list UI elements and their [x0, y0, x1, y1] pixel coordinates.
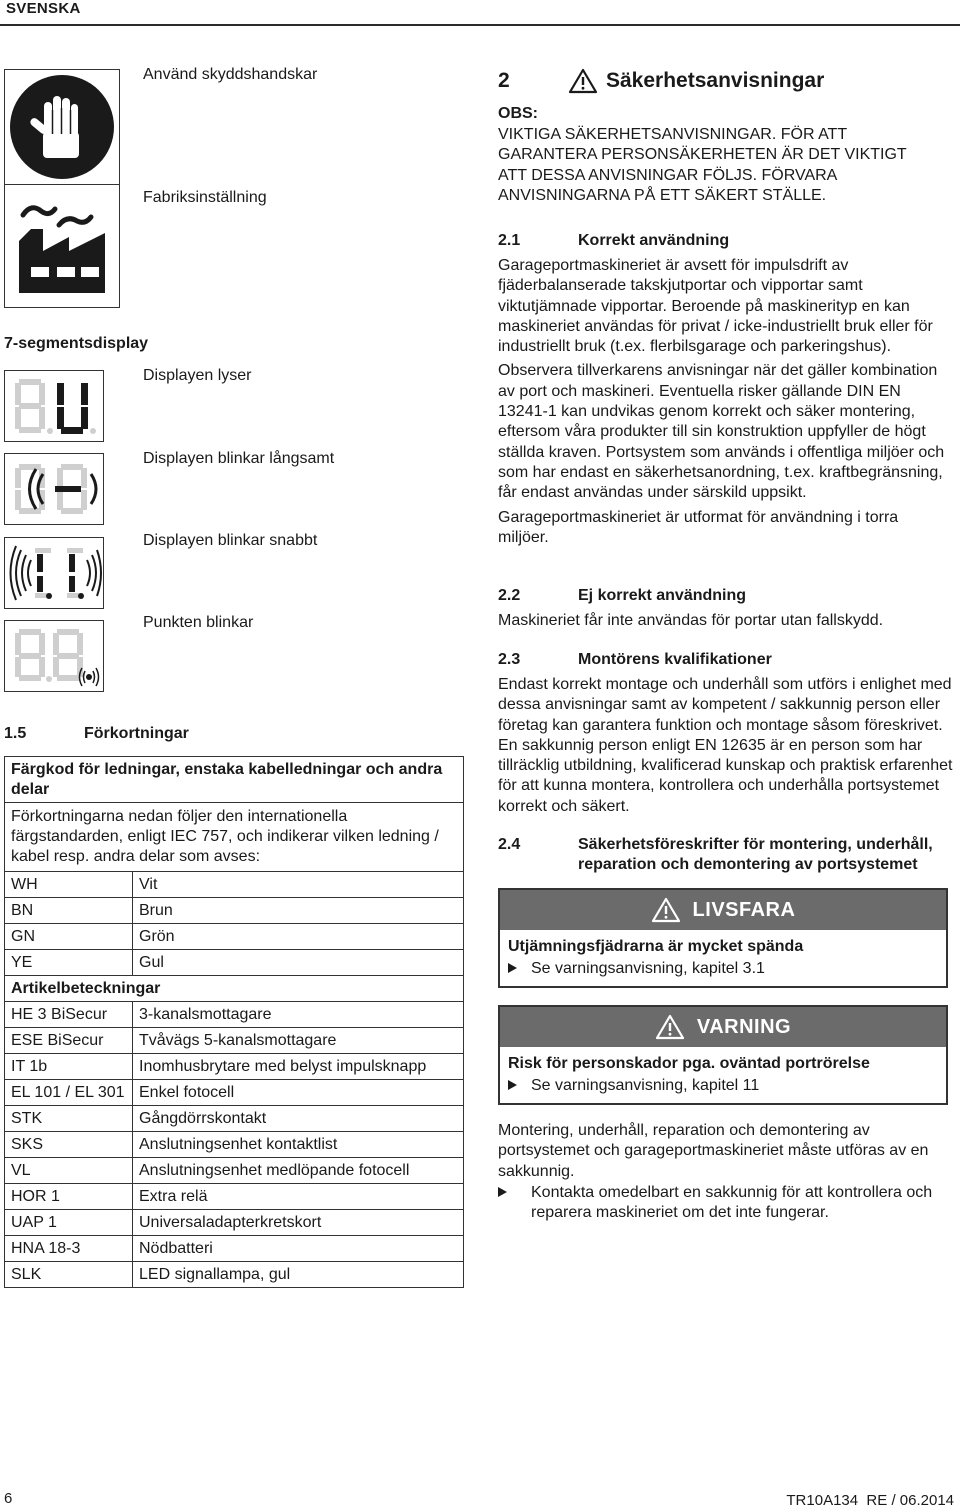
meaning-cell: Brun [139, 902, 173, 919]
articles-subheading: Artikelbeteckningar [5, 976, 463, 1002]
section-number: 2.2 [498, 587, 521, 604]
display-dot-blink-box [4, 620, 104, 692]
gloves-icon-box [4, 69, 120, 185]
display-fast-blink-label: Displayen blinkar snabbt [143, 532, 318, 549]
section-2-1-heading [498, 231, 960, 251]
warning-bar [500, 1007, 946, 1047]
meaning-cell: Anslutningsenhet medlöpande fotocell [139, 1162, 410, 1179]
section-title: Säkerhetsföreskrifter för montering, underhåll, reparation och demontering av portsystemet [578, 836, 933, 873]
meaning-cell: Anslutningsenhet kontaktlist [139, 1136, 338, 1153]
meaning-cell: Universaladapterkretskort [139, 1214, 322, 1231]
meaning-cell: Nödbatteri [139, 1240, 213, 1257]
code-cell: STK [5, 1106, 133, 1131]
warning-triangle-icon [651, 897, 681, 923]
table-row [5, 1002, 463, 1028]
section-number: 2.3 [498, 651, 521, 668]
display-fast-blink-box [4, 537, 104, 609]
table-row [5, 1210, 463, 1236]
paragraph: Observera tillverkarens anvisningar när det gäller kombination av port och maskineri. Eventuella risker gällande DIN EN 13241-1 kan undvikas genom korrekt och säker montering, eftersom våra produkter till sin konstruktion uppfyller de högt ställda kraven. Portsystem som används i offentliga miljöer och som har endast en säkerhetsanordning, t.ex. kraftbegränsning, får endast användas under särskild uppsikt. [498, 362, 945, 502]
display-steady-label: Displayen lyser [143, 367, 252, 384]
abbreviations-number: 1.5 [4, 725, 27, 742]
meaning-cell: 3-kanalsmottagare [139, 1006, 272, 1023]
meaning-cell: Vit [139, 876, 158, 893]
factory-icon [5, 185, 119, 307]
code-cell: HOR 1 [5, 1184, 133, 1209]
gloves-label: Använd skyddshandskar [143, 66, 318, 83]
closing-bullet [498, 1183, 958, 1224]
closing-text: Montering, underhåll, reparation och demontering av portsystemet och garageportmaskineriet måste utföras av en sakkunnig. [498, 1122, 929, 1180]
factory-icon-box [4, 184, 120, 308]
section-2-1-text [498, 256, 952, 548]
display-dot-blink-label: Punkten blinkar [143, 614, 254, 631]
display-slow-blink-box [4, 453, 104, 525]
paragraph: Garageportmaskineriet är utformat för användning i torra miljöer. [498, 508, 899, 546]
display-slow-blink-icon [5, 454, 103, 524]
meaning-cell: LED signallampa, gul [139, 1266, 291, 1283]
safety-number: 2 [498, 68, 510, 92]
paragraph: Garageportmaskineriet är avsett för impulsdrift av fjäderbalanserade takskjutportar och vipportar samt viktutjämnade vipportar. Beroende på maskinerityp en kan maskineriet användas för privat / icke-industriellt bruk eller för industriellt bruk (t.ex. flerbilsgarage och parkeringshus). [498, 257, 933, 356]
display-dot-blink-icon [5, 621, 103, 691]
language-header: SVENSKA [6, 0, 81, 17]
danger-reference: Se varningsanvisning, kapitel 3.1 [531, 960, 765, 977]
code-cell: HNA 18-3 [5, 1236, 133, 1261]
display-steady-box [4, 370, 104, 442]
table-caption: Färgkod för ledningar, enstaka kabelledningar och andra delar [5, 757, 463, 803]
code-cell: HE 3 BiSecur [5, 1002, 133, 1027]
code-cell: EL 101 / EL 301 [5, 1080, 133, 1105]
display-fast-blink-icon [5, 538, 103, 608]
table-row [5, 1132, 463, 1158]
obs-label: OBS: [498, 105, 538, 122]
meaning-cell: Extra relä [139, 1188, 208, 1205]
table-row [5, 1054, 463, 1080]
abbreviations-title: Förkortningar [84, 725, 189, 742]
section-2-2-heading [498, 586, 960, 606]
table-row [5, 1028, 463, 1054]
warning-reference: Se varningsanvisning, kapitel 11 [531, 1077, 760, 1094]
table-row [5, 950, 463, 976]
section-2-2-text: Maskineriet får inte användas för portar utan fallskydd. [498, 612, 884, 629]
bullet-arrow-icon [508, 1080, 517, 1090]
meaning-cell: Enkel fotocell [139, 1084, 235, 1101]
abbreviations-table [4, 756, 464, 1288]
meaning-cell: Gångdörrskontakt [139, 1110, 267, 1127]
warning-box [498, 1005, 948, 1105]
table-row [5, 1184, 463, 1210]
table-row [5, 898, 463, 924]
section-2-3-text: Endast korrekt montage och underhåll som utförs i enlighet med dessa anvisningar samt av kompetent / sakkunnig person eller företag kan garantera funktion och montage såsom föreskrivet. En sakkunnig person enligt EN 12635 är en person som har tillräcklig utbildning, kvalificerad kunskap och praktisk erfarenhet för att kunna montera, kontrollera och underhålla portsystemet korrekt och säkert. [498, 676, 953, 815]
table-row [5, 872, 463, 898]
table-row [5, 1262, 463, 1287]
section-number: 2.4 [498, 836, 521, 853]
meaning-cell: Grön [139, 928, 175, 945]
meaning-cell: Inomhusbrytare med belyst impulsknapp [139, 1058, 427, 1075]
display-slow-blink-label: Displayen blinkar långsamt [143, 450, 335, 467]
warning-triangle-icon [655, 1014, 685, 1040]
seven-segment-title: 7-segmentsdisplay [4, 335, 149, 352]
document-id: TR10A134 RE / 06.2014 [786, 1492, 954, 1509]
code-cell: YE [5, 950, 133, 975]
section-title: Ej korrekt användning [578, 587, 747, 604]
code-cell: WH [5, 872, 133, 897]
code-cell: BN [5, 898, 133, 923]
meaning-cell: Gul [139, 954, 164, 971]
danger-box [498, 888, 948, 988]
warning-heading: Risk för personskador pga. oväntad portrörelse [508, 1055, 870, 1072]
bullet-arrow-icon [508, 963, 517, 973]
code-cell: ESE BiSecur [5, 1028, 133, 1053]
section-2-4-heading [498, 835, 960, 875]
danger-label: LIVSFARA [692, 898, 796, 921]
safety-title: Säkerhetsanvisningar [606, 68, 825, 92]
table-intro: Förkortningarna nedan följer den internationella färgstandarden, enligt IEC 757, och indikerar vilken ledning / kabel resp. andra delar som avses: [5, 803, 463, 872]
warning-triangle-icon [568, 68, 598, 94]
header-rule [0, 24, 960, 26]
obs-text: VIKTIGA SÄKERHETSANVISNINGAR. FÖR ATT GARANTERA PERSONSÄKERHETEN ÄR DET VIKTIGT ATT DESSA ANVISNINGAR FÖLJS. FÖRVARA ANVISNINGARNA PÅ ETT SÄKERT STÄLLE. [498, 126, 907, 204]
gloves-icon [5, 70, 119, 184]
factory-label: Fabriksinställning [143, 189, 267, 206]
section-number: 2.1 [498, 232, 521, 249]
closing-bullet-text: Kontakta omedelbart en sakkunnig för att kontrollera och reparera maskineriet om det inte fungerar. [531, 1184, 933, 1222]
danger-bar [500, 890, 946, 930]
table-row [5, 1106, 463, 1132]
table-row [5, 1080, 463, 1106]
meaning-cell: Tvåvägs 5-kanalsmottagare [139, 1032, 337, 1049]
section-2-3-heading [498, 650, 960, 670]
table-row [5, 1236, 463, 1262]
code-cell: GN [5, 924, 133, 949]
section-title: Montörens kvalifikationer [578, 651, 772, 668]
safety-header [498, 68, 960, 94]
table-row [5, 1158, 463, 1184]
danger-heading: Utjämningsfjädrarna är mycket spända [508, 938, 804, 955]
code-cell: SLK [5, 1262, 133, 1287]
warning-label: VARNING [696, 1015, 792, 1038]
display-steady-icon [5, 371, 103, 441]
code-cell: VL [5, 1158, 133, 1183]
code-cell: IT 1b [5, 1054, 133, 1079]
table-row [5, 924, 463, 950]
bullet-arrow-icon [498, 1187, 507, 1197]
page-number: 6 [4, 1490, 13, 1507]
section-title: Korrekt användning [578, 232, 730, 249]
code-cell: UAP 1 [5, 1210, 133, 1235]
code-cell: SKS [5, 1132, 133, 1157]
